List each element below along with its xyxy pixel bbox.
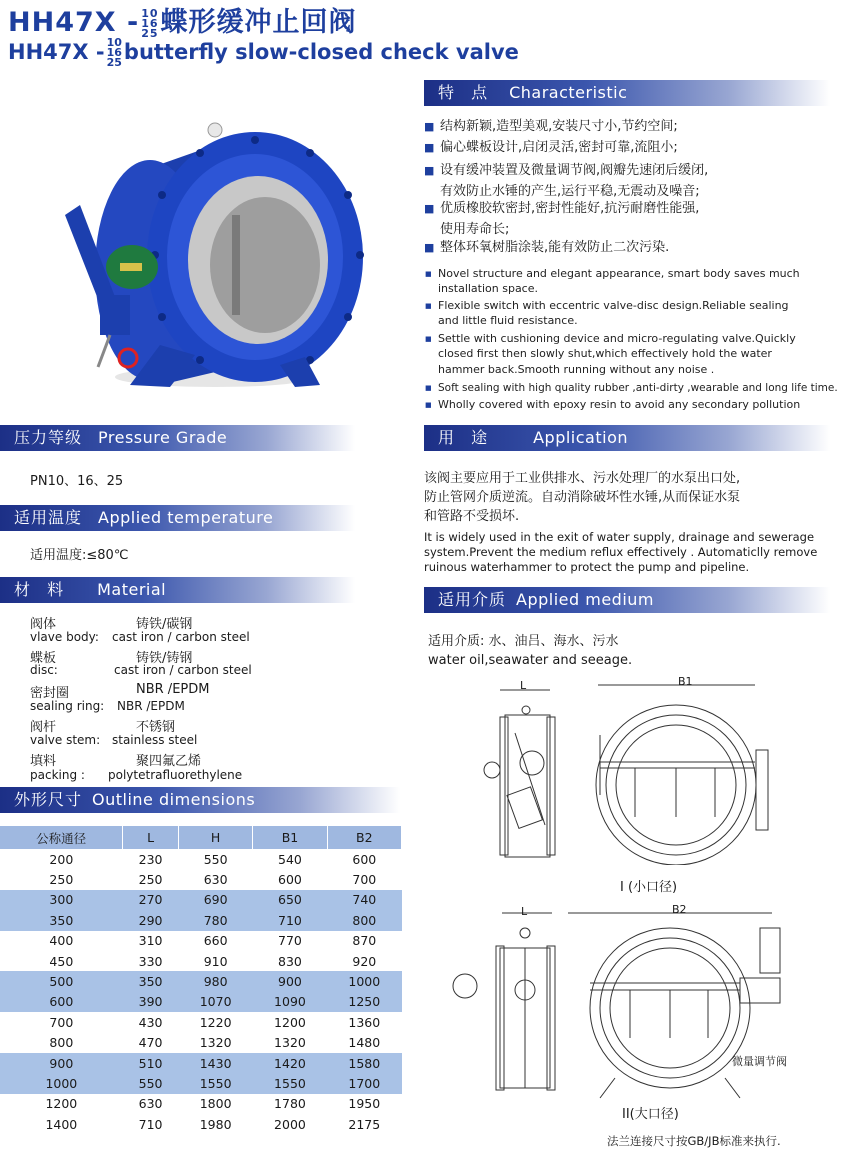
material-stem-en: valve stem: <box>30 733 101 747</box>
table-cell: 200 <box>49 851 74 867</box>
table-cell: 1580 <box>327 1053 401 1073</box>
table-cell: 250 <box>49 872 74 888</box>
table-cell: 770 <box>278 933 302 949</box>
drawing2-L-label: L <box>521 905 528 918</box>
table-cell: 1800 <box>199 1096 232 1112</box>
table-cell: 1320 <box>274 1035 306 1051</box>
caption-small: I (小口径) <box>620 880 678 895</box>
material-seal-cn-val: NBR /EPDM <box>136 682 210 697</box>
feature-cn-5: ■ 整体环氧树脂涂装,能有效防止二次污染. <box>440 240 669 256</box>
section-outline: 外形尺寸 Outline dimensions <box>0 787 400 813</box>
drawing-large-diameter <box>440 898 840 1103</box>
feature-en-1: ■ Novel structure and elegant appearance, smart body saves much <box>438 266 800 282</box>
valve-photo <box>10 95 380 395</box>
table-row <box>0 1033 402 1053</box>
table-cell: 780 <box>178 910 252 930</box>
temperature-value: 适用温度:≤80℃ <box>30 548 129 563</box>
col-header: B1 <box>253 826 327 849</box>
table-row <box>0 869 402 889</box>
table-cell: 800 <box>327 910 401 930</box>
table-cell: 550 <box>203 851 228 867</box>
material-stem-cn: 阀杆 <box>30 720 57 735</box>
table-cell: 2175 <box>348 1116 381 1132</box>
application-en-3: ruinous waterhammer to protect the pump and pipeline. <box>424 560 750 574</box>
table-row <box>0 931 402 951</box>
table-cell: 1250 <box>327 992 401 1012</box>
table-row <box>0 910 402 930</box>
table-cell: 800 <box>49 1035 74 1051</box>
table-cell: 660 <box>203 933 228 949</box>
medium-cn: 适用介质: 水、油吕、海水、污水 <box>428 634 619 649</box>
table-row <box>0 890 402 910</box>
table-row <box>0 1053 402 1073</box>
table-cell: 900 <box>0 1053 123 1073</box>
application-cn-1: 该阀主要应用于工业供排水、污水处理厂的水泵出口处, <box>424 471 741 486</box>
table-cell: 1400 <box>45 1116 78 1132</box>
table-cell: 1090 <box>253 992 327 1012</box>
table-cell: 290 <box>123 910 179 930</box>
table-cell: 700 <box>352 872 377 888</box>
section-material: 材 料 Material <box>0 577 355 603</box>
material-body-cn-val: 铸铁/碳钢 <box>136 617 193 632</box>
size-fraction: 10 16 25 <box>141 6 159 40</box>
table-row <box>0 971 402 991</box>
feature-cn-4: ■ 优质橡胶软密封,密封性能好,抗污耐磨性能强, <box>440 201 699 217</box>
table-cell: 1430 <box>178 1053 252 1073</box>
table-cell: 430 <box>138 1014 163 1030</box>
table-cell: 1000 <box>0 1073 123 1093</box>
col-header: B2 <box>327 826 401 849</box>
table-cell: 1000 <box>327 971 401 991</box>
table-cell: 450 <box>49 953 74 969</box>
material-stem-cn-val: 不锈钢 <box>136 720 176 735</box>
table-cell: 980 <box>178 971 252 991</box>
size-fraction-en: 10 16 25 <box>106 36 122 69</box>
feature-en-5: ■ Wholly covered with epoxy resin to avoid any secondary pollution <box>438 397 800 413</box>
material-disc-en: disc: <box>30 663 58 677</box>
table-cell: 470 <box>138 1035 163 1051</box>
feature-cn-3-cont: 有效防止水锤的产生,运行平稳,无震动及噪音; <box>440 184 700 199</box>
dimension-table-body <box>0 849 402 1134</box>
feature-en-3-cont: closed first then slowly shut,which effectively hold the water <box>438 347 772 360</box>
table-cell: 250 <box>138 872 163 888</box>
table-cell: 310 <box>138 933 163 949</box>
drawing1-B1-label: B1 <box>678 675 693 688</box>
section-application: 用 途 Application <box>424 425 830 451</box>
col-header: H <box>178 826 252 849</box>
table-cell: 910 <box>203 953 228 969</box>
table-cell: 1550 <box>178 1073 252 1093</box>
drawing-small-diameter <box>470 675 840 865</box>
table-cell: 540 <box>278 851 302 867</box>
table-cell: 1220 <box>199 1014 232 1030</box>
material-packing-en: packing : <box>30 768 85 782</box>
table-cell: 920 <box>352 953 377 969</box>
table-cell: 710 <box>253 910 327 930</box>
section-pressure: 压力等级 Pressure Grade <box>0 425 355 451</box>
table-cell: 1480 <box>348 1035 381 1051</box>
table-row <box>0 1073 402 1093</box>
feature-en-3: ■ Settle with cushioning device and micro-regulating valve.Quickly <box>438 331 796 347</box>
application-cn-2: 防止管网介质逆流。自动消除破坏性水锤,从而保证水泵 <box>424 490 741 505</box>
table-cell: 400 <box>49 933 74 949</box>
feature-en-4: ■ Soft sealing with high quality rubber ,anti-dirty ,wearable and long life time. <box>438 380 838 396</box>
table-cell: 1200 <box>274 1014 306 1030</box>
table-cell: 1360 <box>348 1014 381 1030</box>
application-en-2: system.Prevent the medium reflux effectively . Automaticlly remove <box>424 545 818 559</box>
table-cell: 690 <box>178 890 252 910</box>
table-cell: 700 <box>49 1014 74 1030</box>
table-cell: 710 <box>138 1116 163 1132</box>
table-row <box>0 992 402 1012</box>
material-packing-en-val: polytetrafluorethylene <box>108 768 243 782</box>
material-body-en-val: cast iron / carbon steel <box>112 630 250 644</box>
table-cell: 230 <box>138 851 163 867</box>
material-disc-en-val: cast iron / carbon steel <box>114 663 252 677</box>
table-cell: 1420 <box>253 1053 327 1073</box>
table-cell: 1780 <box>274 1096 306 1112</box>
feature-cn-3: ■ 设有缓冲装置及微量调节阀,阀瓣先速闭后缓闭, <box>440 163 708 179</box>
feature-en-2: ■ Flexible switch with eccentric valve-disc design.Reliable sealing <box>438 298 789 314</box>
table-cell: 1200 <box>45 1096 78 1112</box>
table-row <box>0 849 402 869</box>
table-cell: 550 <box>123 1073 179 1093</box>
drawing2-B2-label: B2 <box>672 903 687 916</box>
table-cell: 350 <box>123 971 179 991</box>
table-cell: 330 <box>138 953 163 969</box>
table-row <box>0 1094 402 1114</box>
material-stem-en-val: stainless steel <box>112 733 198 747</box>
table-cell: 1700 <box>327 1073 401 1093</box>
feature-cn-1: ■ 结构新颖,造型美观,安装尺寸小,节约空间; <box>440 119 678 135</box>
table-header-row <box>0 826 402 849</box>
feature-cn-4-cont: 使用寿命长; <box>440 222 510 237</box>
table-cell: 390 <box>123 992 179 1012</box>
table-cell: 740 <box>327 890 401 910</box>
table-cell: 900 <box>253 971 327 991</box>
valve-label: 微量调节阀 <box>732 1055 787 1068</box>
table-cell: 1320 <box>199 1035 232 1051</box>
material-body-en: vlave body: <box>30 630 99 644</box>
medium-en: water oil,seawater and seeage. <box>428 653 633 668</box>
pressure-value: PN10、16、25 <box>30 474 124 489</box>
table-cell: 1950 <box>348 1096 381 1112</box>
table-cell: 650 <box>253 890 327 910</box>
material-packing-cn-val: 聚四氟乙烯 <box>136 754 202 769</box>
table-cell: 300 <box>0 890 123 910</box>
caption-large: II(大口径) <box>622 1107 679 1122</box>
material-seal-cn: 密封圈 <box>30 686 70 701</box>
table-cell: 600 <box>352 851 377 867</box>
table-cell: 1070 <box>178 992 252 1012</box>
section-medium: 适用介质 Applied medium <box>424 587 830 613</box>
col-header: L <box>123 826 179 849</box>
feature-en-2-cont: and little fluid resistance. <box>438 314 578 327</box>
footnote: 法兰连接尺寸按GB/JB标准来执行. <box>607 1134 781 1148</box>
feature-en-3-cont2: hammer back.Smooth running without any noise . <box>438 363 715 376</box>
table-cell: 1550 <box>253 1073 327 1093</box>
table-cell: 500 <box>0 971 123 991</box>
col-header: 公称通径 <box>0 826 123 849</box>
table-cell: 870 <box>352 933 377 949</box>
table-cell: 830 <box>278 953 302 969</box>
material-body-cn: 阀体 <box>30 617 57 632</box>
application-en-1: It is widely used in the exit of water supply, drainage and sewerage <box>424 530 815 544</box>
dimension-table <box>0 826 402 1134</box>
table-cell: 630 <box>203 872 228 888</box>
material-packing-cn: 填料 <box>30 754 57 769</box>
material-disc-cn-val: 铸铁/铸钢 <box>136 651 193 666</box>
section-characteristic: 特 点 Characteristic <box>424 80 830 106</box>
table-cell: 2000 <box>274 1116 306 1132</box>
table-cell: 600 <box>278 872 302 888</box>
table-cell: 1980 <box>199 1116 232 1132</box>
table-row <box>0 951 402 971</box>
material-disc-cn: 蝶板 <box>30 651 57 666</box>
drawing1-L-label: L <box>520 679 527 692</box>
table-cell: 600 <box>0 992 123 1012</box>
table-cell: 510 <box>123 1053 179 1073</box>
title-chinese: HH47X - 10 16 25 蝶形缓冲止回阀 <box>8 6 357 40</box>
material-seal-en: sealing ring: <box>30 699 105 713</box>
table-cell: 270 <box>123 890 179 910</box>
table-cell: 350 <box>0 910 123 930</box>
table-row <box>0 1114 402 1134</box>
section-temperature: 适用温度 Applied temperature <box>0 505 355 531</box>
material-seal-en-val: NBR /EPDM <box>117 699 185 713</box>
feature-cn-2: ■ 偏心蝶板设计,启闭灵活,密封可靠,流阻小; <box>440 140 678 156</box>
table-row <box>0 1012 402 1032</box>
feature-en-1-cont: installation space. <box>438 282 538 295</box>
title-english: HH47X - 10 16 25 butterfly slow-closed check valve <box>8 36 519 69</box>
application-cn-3: 和管路不受损坏. <box>424 509 520 524</box>
table-cell: 630 <box>138 1096 163 1112</box>
